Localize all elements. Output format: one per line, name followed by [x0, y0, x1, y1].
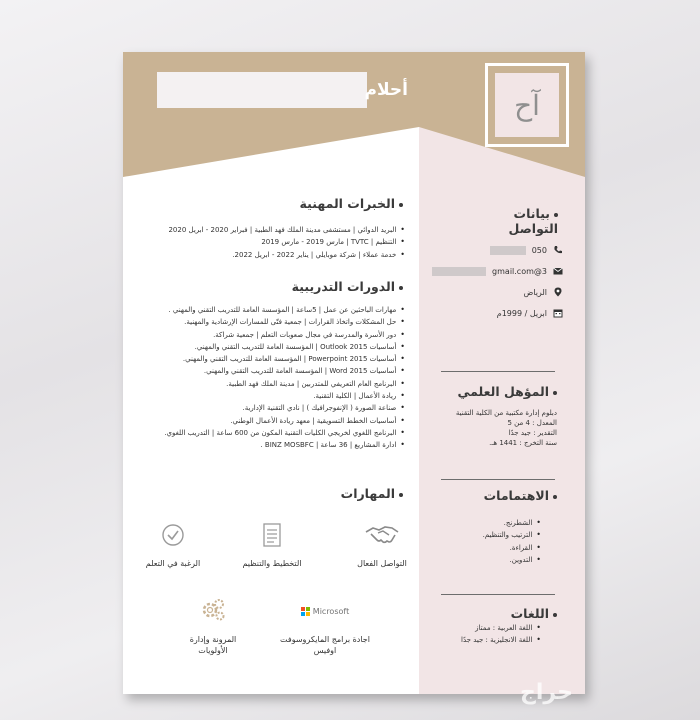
interests-title: الاهتمامات [453, 488, 557, 503]
list-item: • صناعة الصورة ( الإنفوجرافيك ) | نادي التقنية الإدارية. [164, 402, 405, 414]
candidate-name: أحلام [364, 80, 408, 100]
phone-redaction [490, 246, 526, 255]
list-item: • أساسيات Powerpoint 2015 | المؤسسة العامة للتدريب التقني والمهني. [164, 353, 405, 365]
list-item: • اللغة العربية : ممتاز [461, 622, 541, 634]
skills-title: المهارات [323, 486, 403, 501]
logo-letters: آح [514, 89, 540, 122]
list-item: • أساسيات Word 2015 | المؤسسة العامة للتدريب التقني والمهني. [164, 365, 405, 377]
list-item: • دور الأسرة والمدرسة في مجال صعوبات التعلم | جمعية شراكة. [164, 329, 405, 341]
mail-icon [553, 266, 563, 276]
birth-text: ابريل / 1999م [496, 308, 547, 318]
bullet-dot [553, 391, 557, 395]
bullet-dot [553, 613, 557, 617]
check-circle-icon [161, 523, 185, 547]
checklist-icon [262, 522, 282, 548]
education-degree: دبلوم إدارة مكتبية من الكلية التقنية [455, 409, 557, 417]
courses-title: الدورات التدريبية [283, 279, 403, 294]
skill-label: المرونة وإدارة الأولويات [189, 635, 237, 655]
phone-icon [553, 245, 563, 255]
name-redaction [157, 72, 367, 108]
skill-ms-office [275, 594, 375, 656]
list-item: • مهارات الباحثين عن عمل | 5ساعة | المؤسسة العامة للتدريب التقني والمهني . [164, 304, 405, 316]
bullet-dot [399, 493, 403, 497]
education-year: سنة التخرج : 1441 هـ. [489, 439, 557, 447]
skill-label: اجادة برامج المايكروسوفت اوفيس [280, 635, 370, 655]
education-gpa: المعدل : 4 من 5 [507, 419, 557, 427]
list-item: • الشطرنج. [483, 517, 541, 529]
skill-planning [222, 518, 322, 569]
courses-list [164, 304, 405, 452]
list-item: • ادارة المشاريع | 36 ساعة | BINZ MOSBFC . [164, 439, 405, 451]
bullet-dot [553, 495, 557, 499]
bullet-dot [399, 203, 403, 207]
email-text: 3@gmail.com [492, 266, 547, 276]
list-item: • أساسيات الخطط التسويقية | معهد ريادة الأعمال الوطني. [164, 415, 405, 427]
monogram-icon [505, 83, 549, 127]
skill-flexibility [163, 594, 263, 656]
list-item: • القراءة. [483, 542, 541, 554]
contact-birth [497, 308, 563, 318]
list-item: • أساسيات Outlook 2015 | المؤسسة العامة للتدريب التقني والمهني. [164, 341, 405, 353]
resume-page [123, 52, 585, 694]
list-item: • اللغة الانجليزية : جيد جدًا [461, 634, 541, 646]
languages-title: اللغات [453, 606, 557, 621]
list-item: • حل المشكلات واتخاذ القرارات | جمعية فتّى للمسارات الإرشادية والمهنية. [164, 316, 405, 328]
education-details [423, 408, 557, 448]
education-grade: التقدير : جيد جدًا [508, 429, 557, 437]
list-item: • الترتيب والتنظيم. [483, 529, 541, 541]
list-item: • البرنامج العام التعريفي للمتدربين | مدينة الملك فهد الطبية. [164, 378, 405, 390]
calendar-icon [553, 308, 563, 318]
divider [441, 594, 555, 595]
list-item: • التنظيم | TVTC | مارس 2019 - مارس 2019 [168, 236, 405, 248]
skill-communication [332, 518, 432, 569]
experience-list [168, 224, 405, 261]
education-title: المؤهل العلمي [453, 384, 557, 399]
skill-label: الرغبة في التعلم [145, 559, 201, 568]
contact-phone [490, 245, 563, 255]
bullet-dot [399, 286, 403, 290]
experience-title: الخبرات المهنية [283, 196, 403, 211]
skill-learning [123, 518, 223, 569]
watermark: حراج [520, 680, 573, 705]
monogram-logo [485, 63, 569, 147]
list-item: • التدوين. [483, 554, 541, 566]
skill-label: التخطيط والتنظيم [242, 559, 302, 568]
skill-label: التواصل الفعال [357, 559, 407, 568]
city-text: الرياض [523, 287, 547, 297]
bullet-dot [554, 213, 558, 217]
phone-text: 050 [531, 245, 547, 255]
email-redaction [432, 267, 486, 276]
gears-icon [198, 596, 228, 626]
divider [441, 371, 555, 372]
interests-list [483, 517, 541, 566]
contact-city [524, 287, 563, 297]
list-item: • البريد الدوائي | مستشفى مدينة الملك فهد الطبية | فبراير 2020 - ابريل 2020 [168, 224, 405, 236]
list-item: • البرنامج اللغوي لخريجي الكليات التقنية المكون من 600 ساعة | التدريب اللغوي. [164, 427, 405, 439]
list-item: • ريادة الأعمال | الكلية التقنية. [164, 390, 405, 402]
contact-email [432, 266, 563, 276]
microsoft-logo: Microsoft [301, 606, 349, 617]
handshake-icon [365, 524, 399, 546]
list-item: • خدمة عملاء | شركة موبايلي | يناير 2022 - ابريل 2022. [168, 249, 405, 261]
contact-title: بيانات التواصل [508, 206, 558, 236]
location-pin-icon [553, 287, 563, 297]
divider [441, 479, 555, 480]
languages-list [461, 622, 541, 647]
